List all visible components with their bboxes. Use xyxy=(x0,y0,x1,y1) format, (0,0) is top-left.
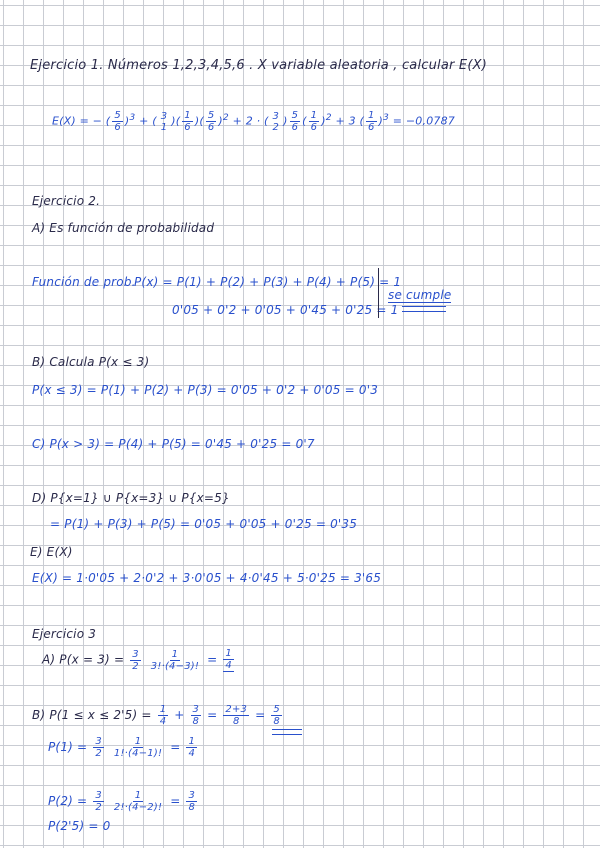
ex1-exp: 2 xyxy=(325,112,332,123)
ex2-d: D) P{x=1} ∪ P{x=3} ∪ P{x=5} xyxy=(32,491,230,505)
ex1-plus: + 3 xyxy=(335,114,356,128)
ex3-a-left: A) P(x = 3) = xyxy=(42,652,125,667)
double-underline xyxy=(272,729,302,735)
ex2-b-answer: P(x ≤ 3) = P(1) + P(2) + P(3) = 0'05 + 0'2 + 0'05 = 0'3 xyxy=(32,383,379,397)
ex3-b-plus: + xyxy=(174,708,185,722)
ex3-b xyxy=(32,704,284,727)
ex3-p1-frac-2: $\frac{1}{1!\cdot(4-1)!}$ xyxy=(113,736,163,759)
ex3-b-frac-3: $\frac{2+3}{8}$ xyxy=(225,704,248,727)
ex3-p1-result: $\frac{1}{4}$ xyxy=(188,736,196,759)
ex2-b: B) Calcula P(x ≤ 3) xyxy=(32,355,150,369)
ex1-exp: 3 xyxy=(129,112,136,123)
ex2-title: Ejercicio 2. xyxy=(32,194,101,208)
ex3-a-result: $\frac{1}{4}$ xyxy=(225,648,232,671)
ex3-a-frac-2: $\frac{1}{3!\cdot(4-3)!}$ xyxy=(150,648,200,672)
ex1-frac-4: $\frac{5}{6}$ xyxy=(291,110,299,134)
ex2-e-answer: E(X) = 1·0'05 + 2·0'2 + 3·0'05 + 4·0'45 + 5·0'25 = 3'65 xyxy=(32,571,382,585)
ex3-p1 xyxy=(48,736,199,759)
ex3-p2-frac-1: $\frac{3}{2}$ xyxy=(95,790,102,813)
ex3-p2-result: $\frac{3}{8}$ xyxy=(188,790,196,813)
ex3-p1-frac-1: $\frac{3}{2}$ xyxy=(95,736,102,759)
ex3-p1-left: P(1) = xyxy=(48,740,88,754)
double-underline xyxy=(402,306,446,312)
ex1-comb-2: 3 2 xyxy=(272,110,280,133)
ex1-frac-6: $\frac{1}{6}$ xyxy=(367,110,375,134)
ex3-b-result: $\frac{5}{8}$ xyxy=(273,704,280,727)
ex1-title: Ejercicio 1. Números 1,2,3,4,5,6 . X variable aleatoria , calcular E(X) xyxy=(30,58,487,73)
ex3-p25: P(2'5) = 0 xyxy=(48,819,111,833)
ex3-title: Ejercicio 3 xyxy=(32,627,97,641)
ex3-a xyxy=(42,648,236,672)
ex1-frac-5: $\frac{1}{6}$ xyxy=(310,110,318,134)
ex1-plus: + 2 · xyxy=(232,114,261,128)
ex1-formula: E(X) = − ( $\frac{5}{6}$ )$^3$ + ( 3 1 )( $\frac{1}{6}$ )( $\frac{5}{6}$ )$^2$ + 2 · ( 3 2 ) $\frac{5}{6}$ ( $\frac{1}{6}$ )$^2$ + 3 ( $\frac{1}{6}$ )$^3$ = −0,0787 xyxy=(52,110,456,134)
ex1-exp: 2 xyxy=(222,112,229,123)
ex3-a-frac-1: $\frac{3}{2}$ xyxy=(132,648,139,672)
ex1-result: = −0,0787 xyxy=(392,114,456,128)
ex1-formula-left: E(X) = − xyxy=(52,114,103,128)
ex1-frac-3: $\frac{5}{6}$ xyxy=(207,110,215,134)
ex3-b-left: B) P(1 ≤ x ≤ 2'5) = xyxy=(32,708,152,722)
ex2-func-line2: 0'05 + 0'2 + 0'05 + 0'45 + 0'25 = 1 xyxy=(172,303,399,317)
ex3-b-eq: = xyxy=(207,708,218,722)
ex1-comb-1: 3 1 xyxy=(160,110,168,133)
ex3-p1-eq: = xyxy=(170,740,181,754)
ex3-p2-left: P(2) = xyxy=(48,794,88,808)
brace-line xyxy=(378,268,379,318)
ex2-cumple xyxy=(388,287,451,303)
ex2-a: A) Es función de probabilidad xyxy=(32,221,215,235)
ex3-b-frac-1: $\frac{1}{4}$ xyxy=(159,704,167,727)
ex1-frac-2: $\frac{1}{6}$ xyxy=(184,110,191,134)
ex3-b-eq: = xyxy=(255,708,266,722)
ex1-frac-1: $\frac{5}{6}$ xyxy=(114,110,121,134)
ex2-d-answer: = P(1) + P(3) + P(5) = 0'05 + 0'05 + 0'25 = 0'35 xyxy=(50,517,358,531)
ex1-exp: 3 xyxy=(383,112,390,123)
ex2-cumple-text: se cumple xyxy=(388,288,452,302)
ex1-plus: + xyxy=(139,114,149,128)
ex2-e: E) E(X) xyxy=(30,545,73,559)
ex2-c: C) P(x > 3) = P(4) + P(5) = 0'45 + 0'25 = 0'7 xyxy=(32,437,315,451)
ex3-p2-frac-2: $\frac{1}{2!\cdot(4-2)!}$ xyxy=(113,790,163,813)
ex3-p2-eq: = xyxy=(170,794,181,808)
ex2-func-label: Función de prob. xyxy=(32,275,136,289)
ex3-a-eq: = xyxy=(207,652,218,667)
ex2-func-line1: P(x) = P(1) + P(2) + P(3) + P(4) + P(5) = 1 xyxy=(134,275,402,289)
ex3-p2 xyxy=(48,790,199,813)
ex3-b-frac-2: $\frac{3}{8}$ xyxy=(192,704,200,727)
